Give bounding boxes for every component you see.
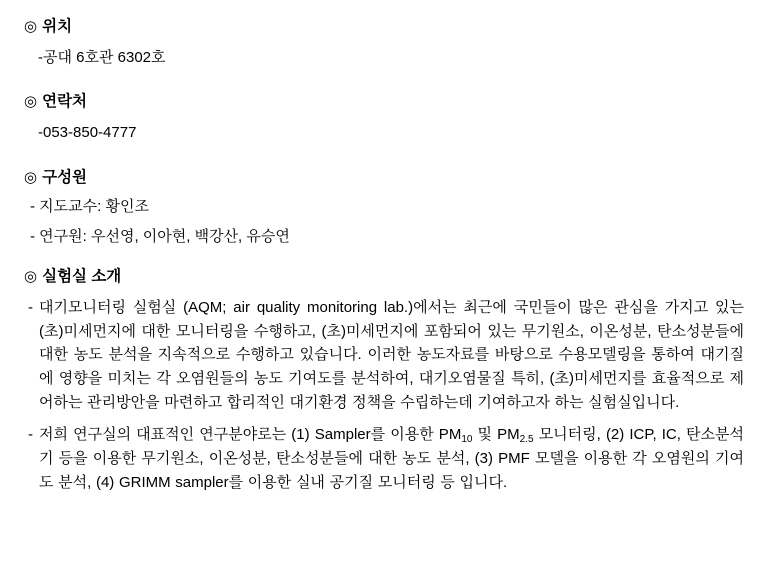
section-contact xyxy=(24,93,744,142)
section-heading-contact xyxy=(24,93,744,112)
bullet-icon: ◎ xyxy=(24,268,38,286)
contact-value: -053-850-4777 xyxy=(38,123,137,141)
paragraph-dash: - xyxy=(28,426,33,444)
section-location xyxy=(24,18,744,67)
bullet-icon: ◎ xyxy=(24,168,38,186)
section-members xyxy=(24,169,744,247)
spacer xyxy=(24,246,744,268)
bullet-icon: ◎ xyxy=(24,18,38,35)
section-heading-location xyxy=(24,18,744,37)
subscript: 2.5 xyxy=(519,434,534,446)
spacer xyxy=(24,143,744,169)
section-heading-members xyxy=(24,169,744,188)
section-lab-intro xyxy=(24,268,744,494)
heading-text: 실험실 소개 xyxy=(42,268,122,286)
subscript: 10 xyxy=(461,434,473,446)
member-researchers: - 연구원: 우선영, 이아현, 백강산, 유승연 xyxy=(30,227,290,245)
paragraph-text-research-areas: 저희 연구실의 대표적인 연구분야로는 (1) Sampler를 이용한 $PM_{10}$ 및 $PM_{2.5}$ 모니터링, (2) ICP, IC, 탄소분석기 등을 이용한 무기원소, 이온성분, 탄소성분들에 대한 농도 분석, (3) PMF 모델을 이용한 각 오염원의 기여도 분석, (4) GRIMM sampler를 이용한 실내 공기질 모니터링 등 입니다. xyxy=(39,426,744,491)
member-advisor: - 지도교수: 황인조 xyxy=(30,198,149,216)
heading-text: 위치 xyxy=(42,18,73,35)
paragraph-text-intro: 대기모니터링 실험실 (AQM; air quality monitoring lab.)에서는 최근에 국민들이 많은 관심을 가지고 있는 (초)미세먼지에 대한 모니터링을 수행하고, (초)미세먼지에 포함되어 있는 무기원소, 이온성분, 탄소성분들에 대한 농도 분석을 지속적으로 수행하고 있습니다. 이러한 농도자료를 바탕으로 수용모델링을 통하여 대기질에 영향을 미치는 각 오염원들의 농도 기여도를 분석하여, 대기오염물질 특히, (초)미세먼지를 효율적으로 제어하는 관리방안을 마련하고 합리적인 대기환경 정책을 수립하는데 기여하고자 하는 실험실입니다. xyxy=(39,298,744,411)
heading-text: 구성원 xyxy=(42,168,88,186)
location-value: -공대 6호관 6302호 xyxy=(38,48,166,66)
heading-text: 연락처 xyxy=(42,93,88,111)
bullet-icon: ◎ xyxy=(24,93,38,111)
paragraph-dash: - xyxy=(28,298,33,316)
paragraph-block xyxy=(24,296,744,414)
section-heading-lab-intro xyxy=(24,268,744,287)
paragraph-block xyxy=(24,423,744,494)
spacer xyxy=(24,67,744,93)
